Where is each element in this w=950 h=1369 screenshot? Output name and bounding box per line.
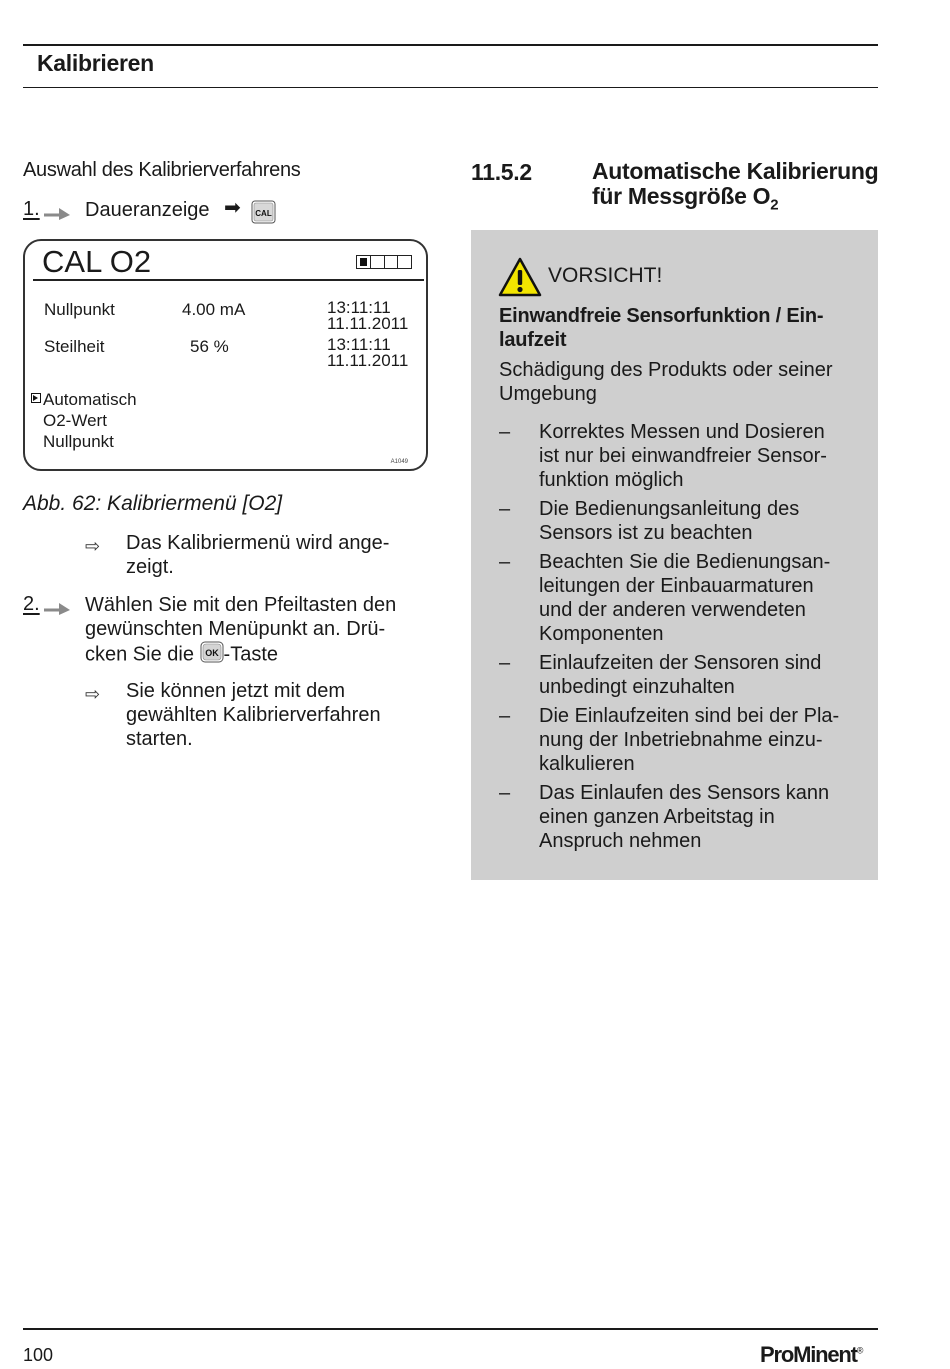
dash-bullet: – (499, 782, 511, 804)
precaution-item (499, 704, 869, 776)
dash-bullet: – (499, 705, 511, 727)
precaution-item-line: Die Bedienungsanleitung des (539, 498, 800, 520)
display-progress-indicator (356, 255, 412, 269)
header-top-rule (23, 44, 878, 46)
precaution-list (499, 420, 869, 858)
precaution-item-line: unbedingt einzuhalten (539, 676, 735, 698)
hazard-consequence (499, 358, 869, 406)
display-screen-figure (23, 239, 428, 471)
right-arrow-icon: ➡ (224, 197, 241, 219)
hazard-headline (499, 304, 859, 352)
header-bottom-rule (23, 87, 878, 88)
precaution-item (499, 497, 869, 545)
precaution-item-line: Sensors ist zu beachten (539, 522, 753, 544)
display-row-label: Steilheit (44, 337, 105, 356)
cal-key-icon (251, 200, 276, 229)
display-title: CAL O2 (42, 244, 152, 279)
precaution-item-line: Korrektes Messen und Dosieren (539, 421, 825, 443)
precaution-item-line: Die Einlaufzeiten sind bei der Pla- (539, 705, 840, 727)
brand-logo (760, 1342, 863, 1368)
precaution-item (499, 550, 869, 646)
logo-registered-mark: ® (856, 1345, 864, 1356)
precaution-item-line: einen ganzen Arbeitstag in (539, 806, 775, 828)
hazard-consequence-line: Umgebung (499, 383, 597, 405)
precaution-item-line: funktion möglich (539, 469, 684, 491)
precaution-item-line: Anspruch nehmen (539, 830, 702, 852)
result-text: gewählten Kalibrierverfahren (126, 704, 381, 726)
display-row-date: 11.11.2011 (327, 351, 409, 370)
display-row-value: 56 % (190, 337, 229, 356)
logo-text-part: Minent (793, 1342, 857, 1367)
step-text: Wählen Sie mit den Pfeiltasten den (85, 594, 397, 616)
step-text (85, 641, 278, 669)
precaution-item (499, 781, 869, 853)
logo-text-part: Pro (760, 1342, 794, 1367)
display-row-label: Nullpunkt (44, 300, 115, 319)
section-title (592, 159, 878, 218)
precaution-item-line: leitungen der Einbauarmaturen (539, 575, 814, 597)
hazard-headline-line: laufzeit (499, 329, 567, 351)
display-menu-item: O2-Wert (43, 411, 107, 430)
step-text-part: cken Sie die (85, 643, 194, 666)
result-arrow-icon: ⇨ (85, 536, 101, 556)
result-text: Sie können jetzt mit dem (126, 680, 345, 702)
ok-key-icon (200, 641, 224, 669)
menu-selection-marker-icon (31, 393, 41, 403)
ok-key-label: OK (204, 648, 219, 658)
result-text: zeigt. (126, 556, 174, 578)
step-arrow-icon (44, 208, 70, 220)
cal-key-label: CAL (255, 209, 272, 218)
figure-caption: Abb. 62: Kalibriermenü [O2] (23, 492, 283, 515)
footer-rule (23, 1328, 878, 1330)
step-number: 2. (23, 593, 40, 615)
precaution-item (499, 651, 869, 699)
hazard-consequence-line: Schädigung des Produkts oder seiner (499, 359, 833, 381)
display-row-value: 4.00 mA (182, 300, 246, 319)
display-menu-item: Automatisch (43, 390, 137, 409)
section-title-text: für Messgröße O (592, 183, 771, 209)
dash-bullet: – (499, 498, 511, 520)
precaution-item (499, 420, 869, 492)
precaution-item-line: Komponenten (539, 623, 664, 645)
warning-triangle-icon (498, 257, 542, 297)
display-row-date: 11.11.2011 (327, 314, 409, 333)
subsection-heading: Auswahl des Kalibrierverfahrens (23, 159, 301, 181)
precaution-item-line: nung der Inbetriebnahme einzu- (539, 729, 823, 751)
precaution-item-line: und der anderen verwendeten (539, 599, 806, 621)
section-number: 11.5.2 (471, 159, 532, 185)
dash-bullet: – (499, 551, 511, 573)
dash-bullet: – (499, 421, 511, 443)
display-row-time: 13:11:11 (327, 298, 391, 317)
step-text: Daueranzeige (85, 199, 210, 221)
result-text: Das Kalibriermenü wird ange- (126, 532, 390, 554)
step-text-part: -Taste (223, 643, 278, 666)
precaution-item-line: ist nur bei einwandfreier Sensor- (539, 445, 827, 467)
precaution-item-line: Einlaufzeiten der Sensoren sind (539, 652, 822, 674)
caution-box (471, 230, 878, 880)
display-menu-item: Nullpunkt (43, 432, 114, 451)
section-title-line (592, 184, 878, 218)
section-title-line: Automatische Kalibrierung (592, 158, 879, 184)
display-divider (33, 279, 424, 281)
hazard-headline-line: Einwandfreie Sensorfunktion / Ein- (499, 305, 824, 327)
step-arrow-icon (44, 603, 70, 615)
page-title: Kalibrieren (37, 50, 154, 76)
result-text: starten. (126, 728, 193, 750)
precaution-item-line: Beachten Sie die Bedienungsan- (539, 551, 831, 573)
step-number: 1. (23, 198, 40, 220)
figure-id: A1049 (390, 459, 408, 465)
result-arrow-icon: ⇨ (85, 684, 101, 704)
page-number: 100 (23, 1345, 54, 1365)
dash-bullet: – (499, 652, 511, 674)
signal-word: VORSICHT! (548, 264, 663, 287)
display-row-time: 13:11:11 (327, 335, 391, 354)
precaution-item-line: Das Einlaufen des Sensors kann (539, 782, 830, 804)
section-title-subscript: 2 (770, 196, 779, 214)
step-text: gewünschten Menüpunkt an. Drü- (85, 618, 386, 640)
precaution-item-line: kalkulieren (539, 753, 635, 775)
